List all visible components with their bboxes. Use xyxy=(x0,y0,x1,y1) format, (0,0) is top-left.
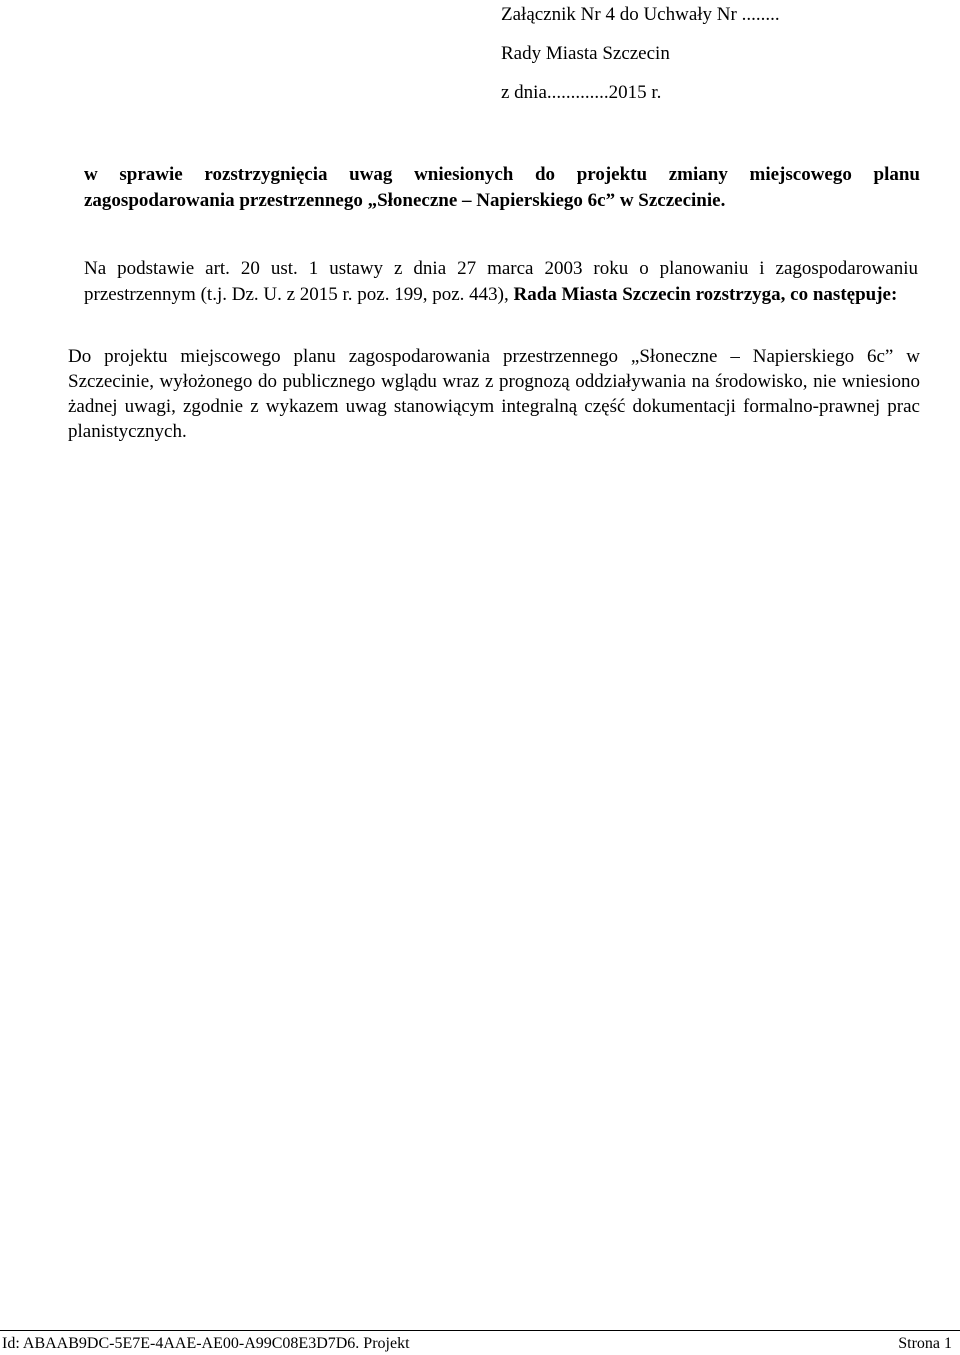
page-number: Strona 1 xyxy=(898,1335,952,1352)
annex-title: Załącznik Nr 4 do Uchwały Nr ........ xyxy=(501,4,780,25)
footer-divider xyxy=(0,1330,960,1331)
resolution-text: Rada Miasta Szczecin rozstrzyga, co następuje: xyxy=(513,284,898,305)
preamble-paragraph xyxy=(84,256,918,308)
document-date: z dnia.............2015 r. xyxy=(501,82,662,103)
document-header xyxy=(501,2,780,119)
document-id: Id: ABAAB9DC-5E7E-4AAE-AE00-A99C08E3D7D6. Projekt xyxy=(2,1335,410,1352)
subject-heading: w sprawie rozstrzygnięcia uwag wniesionych do projektu zmiany miejscowego planu zagospodarowania przestrzennego „Słoneczne – Napierskiego 6c” w Szczecinie. xyxy=(84,164,920,211)
decision-paragraph: Do projektu miejscowego planu zagospodarowania przestrzennego „Słoneczne – Napierskiego 6c” w Szczecinie, wyłożonego do publicznego wglądu wraz z prognozą oddziaływania na środowisko, nie wniesiono żadnej uwagi, zgodnie z wykazem uwag stanowiącym integralną część dokumentacji formalno-prawnej prac planistycznych. xyxy=(68,346,920,442)
council-name: Rady Miasta Szczecin xyxy=(501,43,670,64)
legal-basis-text: Na podstawie art. 20 ust. 1 ustawy z dnia 27 marca 2003 roku o planowaniu i zagospodarowaniu przestrzennym (t.j. Dz. U. z 2015 r. poz. 199, poz. 443), xyxy=(84,258,918,305)
